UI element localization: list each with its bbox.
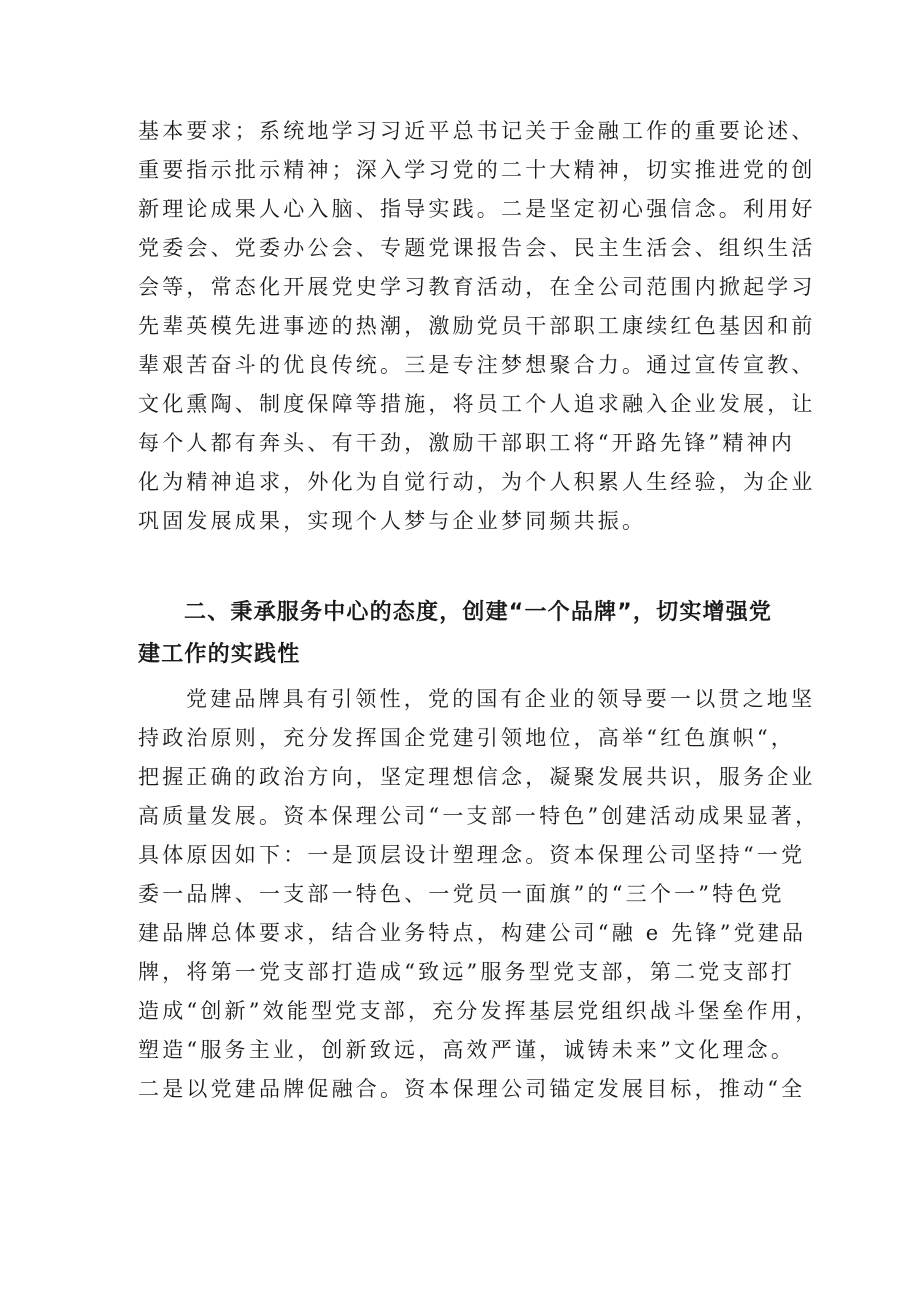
paragraph-line: 会等，常态化开展党史学习教育活动，在全公司范围内掀起学习: [138, 275, 816, 299]
paragraph-line: 每个人都有奔头、有干劲，激励干部职工将“开路先锋”精神内: [138, 431, 796, 455]
paragraph-line: 化为精神追求，外化为自觉行动，为个人积累人生经验，为企业: [138, 470, 816, 494]
heading-line: 建工作的实践性: [138, 642, 301, 667]
paragraph-line: 建品牌总体要求，结合业务特点，构建公司“融 e 先锋”党建品: [138, 921, 807, 945]
heading-line: 二、秉承服务中心的态度，创建“一个品牌”，切实增强党: [184, 600, 773, 625]
body-paragraph-2: [138, 680, 818, 1109]
section-heading: [138, 592, 814, 676]
paragraph-line: 塑造“服务主业，创新致远，高效严谨，诚铸未来”文化理念。: [138, 1038, 796, 1062]
paragraph-line: 牌，将第一党支部打造成“致远”服务型党支部，第二党支部打: [138, 960, 796, 984]
paragraph-line: 把握正确的政治方向，坚定理想信念，凝聚发展共识，服务企业: [138, 765, 816, 789]
paragraph-line: 高质量发展。资本保理公司“一支部一特色”创建活动成果显著，: [138, 804, 820, 828]
paragraph-line: 二是以党建品牌促融合。资本保理公司锚定发展目标，推动“全: [138, 1077, 806, 1101]
paragraph-line: 党委会、党委办公会、专题党课报告会、民主生活会、组织生活: [138, 236, 816, 260]
paragraph-line: 基本要求；系统地学习习近平总书记关于金融工作的重要论述、: [138, 119, 816, 143]
paragraph-line: 文化熏陶、制度保障等措施，将员工个人追求融入企业发展，让: [138, 392, 816, 416]
paragraph-line: 重要指示批示精神；深入学习党的二十大精神，切实推进党的创: [138, 158, 816, 182]
paragraph-line: 党建品牌具有引领性，党的国有企业的领导要一以贯之地坚: [186, 687, 816, 711]
paragraph-line: 先辈英模先进事迹的热潮，激励党员干部职工康续红色基因和前: [138, 314, 816, 338]
paragraph-line: 具体原因如下：一是顶层设计塑理念。资本保理公司坚持“一党: [138, 843, 806, 867]
paragraph-line: 委一品牌、一支部一特色、一党员一面旗”的“三个一”特色党: [138, 882, 785, 906]
paragraph-line: 巩固发展成果，实现个人梦与企业梦同频共振。: [138, 509, 647, 533]
paragraph-line: 新理论成果人心入脑、指导实践。二是坚定初心强信念。利用好: [138, 197, 816, 221]
paragraph-line: 辈艰苦奋斗的优良传统。三是专注梦想聚合力。通过宣传宣教、: [138, 353, 816, 377]
paragraph-line: 持政治原则，充分发挥国企党建引领地位，高举“红色旗帜“，: [138, 726, 796, 750]
body-paragraph-1: [138, 112, 818, 541]
paragraph-line: 造成“创新”效能型党支部，充分发挥基层党组织战斗堡垒作用，: [138, 999, 820, 1023]
